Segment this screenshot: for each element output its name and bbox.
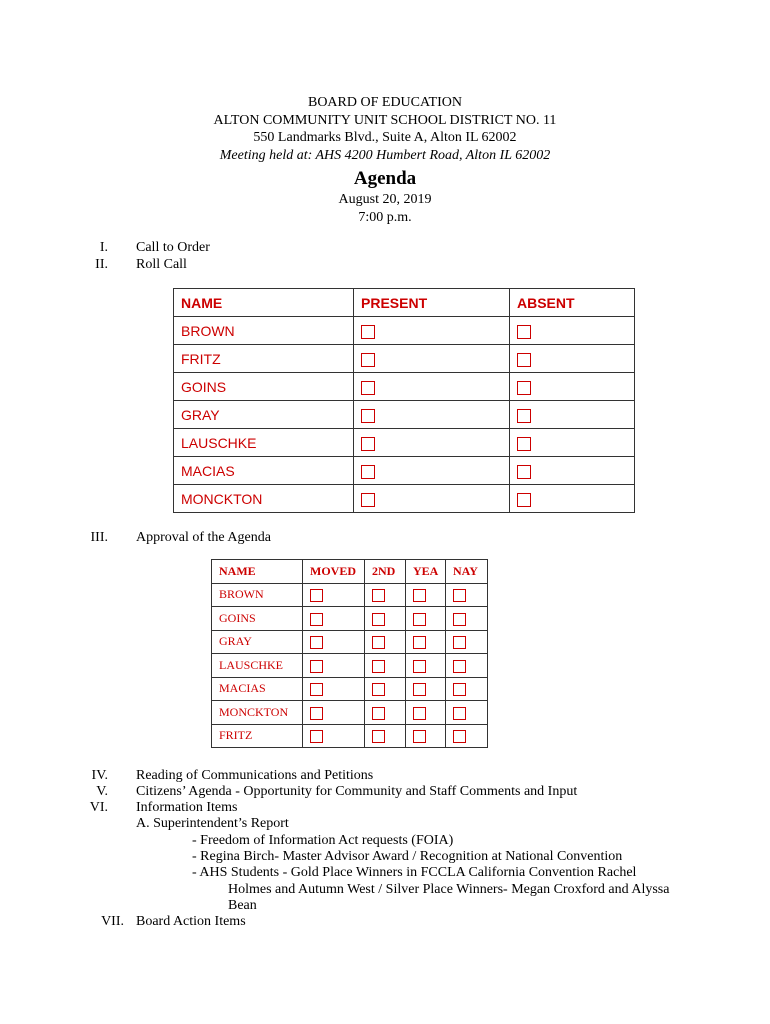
report-bullet-students-cont: Holmes and Autumn West / Silver Place Winners- Megan Croxford and Alyssa [228,882,670,897]
table-row [212,607,488,631]
second-cell [365,630,406,654]
moved-cell [303,724,365,748]
absent-cell [510,401,635,429]
present-checkbox[interactable] [361,325,375,339]
table-row [174,345,635,373]
present-cell [354,485,510,513]
column-header-nay: NAY [446,560,488,584]
moved-checkbox[interactable] [310,613,323,626]
yea-cell [406,724,446,748]
member-name: GOINS [174,373,354,401]
absent-cell [510,457,635,485]
table-row [212,630,488,654]
second-cell [365,701,406,725]
moved-cell [303,630,365,654]
second-checkbox[interactable] [372,589,385,602]
column-header-moved: MOVED [303,560,365,584]
second-cell [365,607,406,631]
yea-checkbox[interactable] [413,707,426,720]
item-number: V. [96,784,108,799]
district-address: 550 Landmarks Blvd., Suite A, Alton IL 62002 [253,130,517,145]
table-row [174,485,635,513]
absent-cell [510,345,635,373]
moved-checkbox[interactable] [310,730,323,743]
member-name: BROWN [174,317,354,345]
yea-checkbox[interactable] [413,660,426,673]
yea-cell [406,630,446,654]
present-cell [354,457,510,485]
item-board-action: Board Action Items [136,914,246,929]
nay-checkbox[interactable] [453,636,466,649]
item-number: I. [99,240,108,255]
member-name: BROWN [212,583,303,607]
moved-cell [303,583,365,607]
member-name: MACIAS [174,457,354,485]
meeting-time: 7:00 p.m. [358,209,412,225]
present-checkbox[interactable] [361,409,375,423]
second-checkbox[interactable] [372,730,385,743]
yea-cell [406,677,446,701]
superintendent-report: A. Superintendent’s Report [136,816,289,831]
item-number: VI. [89,800,108,815]
absent-checkbox[interactable] [517,409,531,423]
member-name: LAUSCHKE [174,429,354,457]
moved-checkbox[interactable] [310,683,323,696]
yea-cell [406,654,446,678]
member-name: FRITZ [174,345,354,373]
second-checkbox[interactable] [372,636,385,649]
moved-cell [303,701,365,725]
absent-cell [510,317,635,345]
moved-cell [303,654,365,678]
present-cell [354,345,510,373]
present-cell [354,317,510,345]
table-row [174,373,635,401]
member-name: GOINS [212,607,303,631]
nay-cell [446,583,488,607]
yea-checkbox[interactable] [413,589,426,602]
item-citizens-agenda: Citizens’ Agenda - Opportunity for Community and Staff Comments and Input [136,784,578,799]
moved-cell [303,607,365,631]
member-name: MACIAS [212,677,303,701]
item-approval-of-agenda: Approval of the Agenda [136,530,271,545]
item-roll-call: Roll Call [136,257,187,272]
yea-cell [406,701,446,725]
column-header-yea: YEA [406,560,446,584]
table-row [212,724,488,748]
second-checkbox[interactable] [372,660,385,673]
item-number: III. [90,530,108,545]
present-checkbox[interactable] [361,381,375,395]
absent-checkbox[interactable] [517,325,531,339]
yea-checkbox[interactable] [413,613,426,626]
moved-checkbox[interactable] [310,660,323,673]
member-name: GRAY [212,630,303,654]
nay-cell [446,607,488,631]
yea-cell [406,607,446,631]
absent-cell [510,485,635,513]
table-row [174,401,635,429]
second-cell [365,583,406,607]
table-row [174,317,635,345]
member-name: GRAY [174,401,354,429]
moved-cell [303,677,365,701]
report-bullet-students-cont: Bean [228,898,257,913]
member-name: MONCKTON [212,701,303,725]
second-cell [365,677,406,701]
column-header-name: NAME [174,289,354,317]
table-header-row [212,560,488,584]
nay-checkbox[interactable] [453,613,466,626]
column-header-absent: ABSENT [510,289,635,317]
present-checkbox[interactable] [361,493,375,507]
second-cell [365,654,406,678]
item-call-to-order: Call to Order [136,240,210,255]
second-checkbox[interactable] [372,707,385,720]
moved-checkbox[interactable] [310,707,323,720]
meeting-date: August 20, 2019 [338,192,432,207]
nay-cell [446,654,488,678]
agenda-vote-table [211,559,488,748]
table-row [174,429,635,457]
second-cell [365,724,406,748]
present-cell [354,429,510,457]
nay-cell [446,724,488,748]
member-name: MONCKTON [174,485,354,513]
present-cell [354,373,510,401]
yea-checkbox[interactable] [413,730,426,743]
present-checkbox[interactable] [361,353,375,367]
item-information-items: Information Items [136,800,238,815]
report-bullet-award: - Regina Birch- Master Advisor Award / Recognition at National Convention [192,849,623,864]
nay-checkbox[interactable] [453,660,466,673]
second-checkbox[interactable] [372,683,385,696]
nay-cell [446,677,488,701]
report-bullet-foia: - Freedom of Information Act requests (FOIA) [192,833,454,848]
absent-cell [510,429,635,457]
agenda-title: Agenda [353,168,417,189]
absent-checkbox[interactable] [517,493,531,507]
meeting-location: Meeting held at: AHS 4200 Humbert Road, Alton IL 62002 [219,147,551,163]
nay-cell [446,630,488,654]
second-checkbox[interactable] [372,613,385,626]
item-number: VII. [101,914,124,929]
column-header-present: PRESENT [354,289,510,317]
board-title: BOARD OF EDUCATION [307,95,462,110]
table-row [212,677,488,701]
absent-checkbox[interactable] [517,381,531,395]
nay-cell [446,701,488,725]
absent-checkbox[interactable] [517,437,531,451]
yea-checkbox[interactable] [413,636,426,649]
absent-checkbox[interactable] [517,465,531,479]
report-bullet-students: - AHS Students - Gold Place Winners in FCCLA California Convention Rachel [192,865,637,880]
nay-checkbox[interactable] [453,589,466,602]
item-number: II. [95,257,108,272]
present-cell [354,401,510,429]
table-row [212,654,488,678]
yea-checkbox[interactable] [413,683,426,696]
nay-checkbox[interactable] [453,683,466,696]
document-header [0,94,770,226]
absent-cell [510,373,635,401]
moved-checkbox[interactable] [310,636,323,649]
column-header-second: 2ND [365,560,406,584]
present-checkbox[interactable] [361,437,375,451]
present-checkbox[interactable] [361,465,375,479]
nay-checkbox[interactable] [453,707,466,720]
roll-call-table [173,288,635,513]
yea-cell [406,583,446,607]
table-header-row [174,289,635,317]
moved-checkbox[interactable] [310,589,323,602]
table-row [212,701,488,725]
item-number: IV. [91,768,108,783]
member-name: FRITZ [212,724,303,748]
column-header-name: NAME [212,560,303,584]
district-name: ALTON COMMUNITY UNIT SCHOOL DISTRICT NO. 11 [213,112,557,128]
table-row [174,457,635,485]
table-row [212,583,488,607]
member-name: LAUSCHKE [212,654,303,678]
item-communications: Reading of Communications and Petitions [136,768,374,783]
nay-checkbox[interactable] [453,730,466,743]
absent-checkbox[interactable] [517,353,531,367]
